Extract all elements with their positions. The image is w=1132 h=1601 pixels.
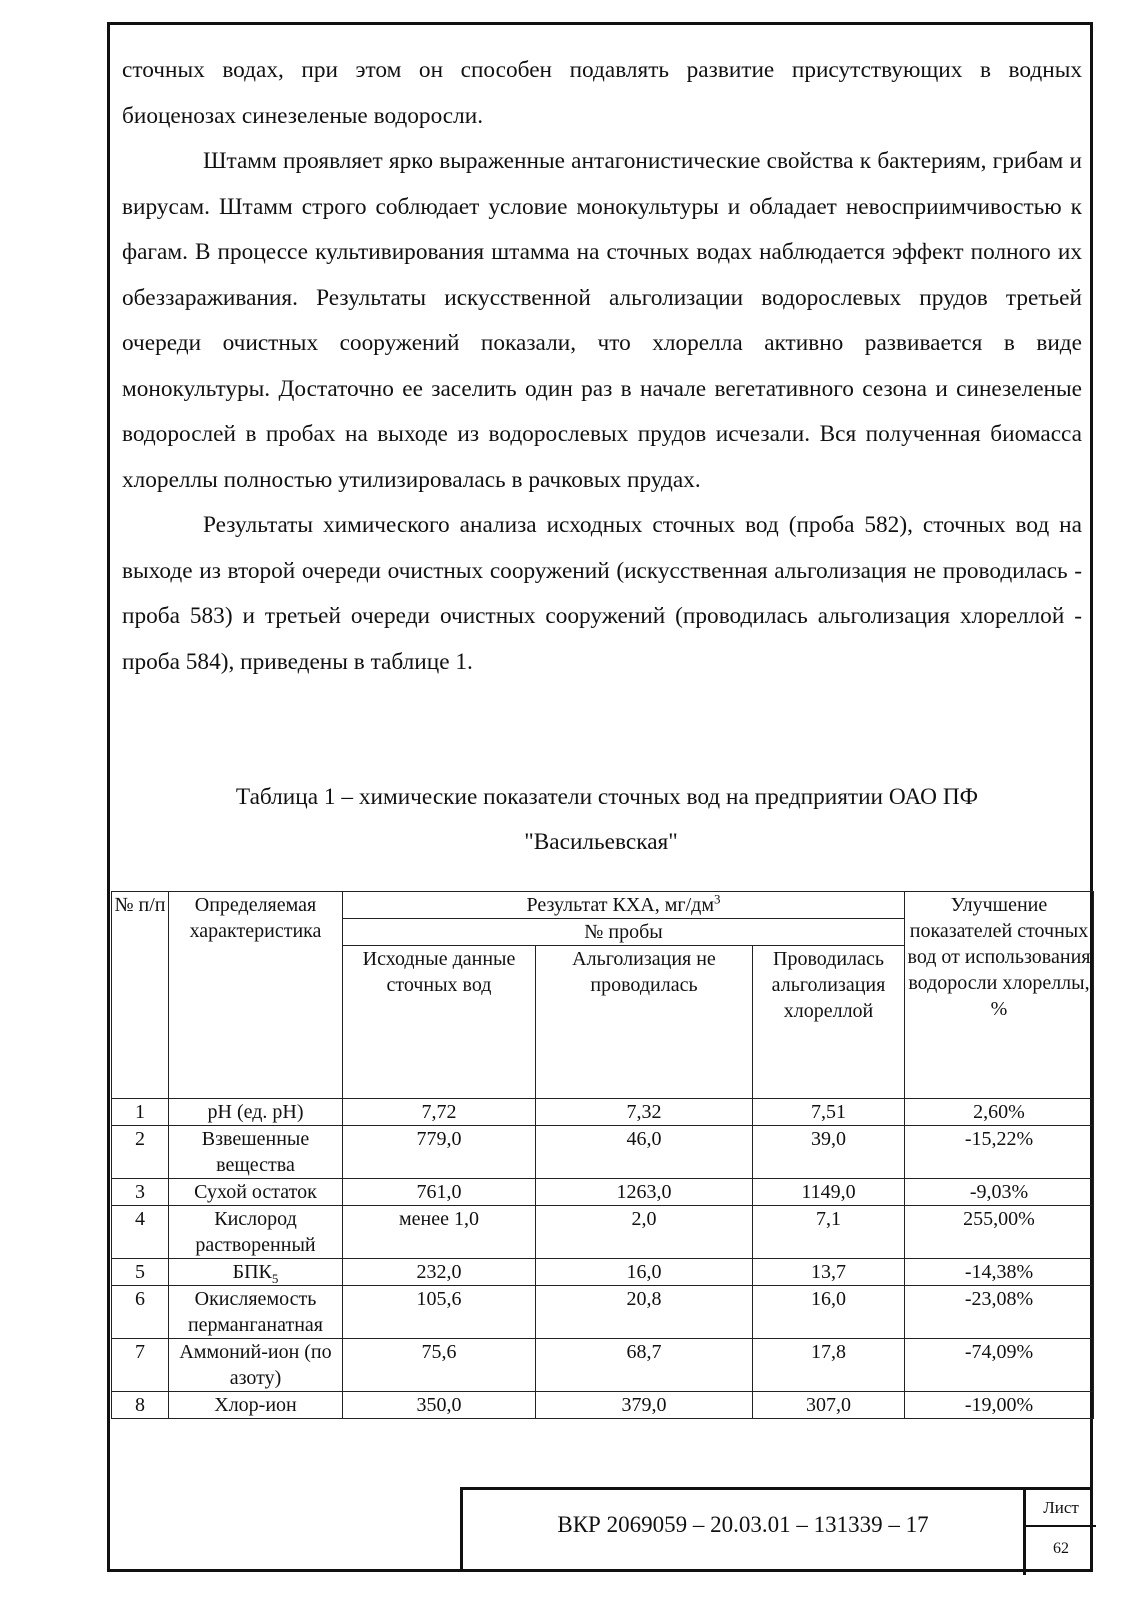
cell-source-value: менее 1,0 [343,1206,536,1259]
header-col-chlorella: Проводилась альголизация хлореллой [753,946,905,1099]
table-row [112,1206,1094,1259]
cell-source-value: 232,0 [343,1259,536,1286]
cell-characteristic: Кислород растворенный [169,1206,343,1259]
table-row [112,1259,1094,1286]
header-improvement: Улучшение показателей сточных вод от использования водоросли хлореллы, % [905,892,1094,1099]
cell-chlorella-value: 7,51 [753,1099,905,1126]
cell-number: 4 [112,1206,169,1259]
cell-source-value: 105,6 [343,1286,536,1339]
paragraph-3: Результаты химического анализа исходных сточных вод (проба 582), сточных вод на выходе из второй очереди очистных сооружений (искусственная альголизация не проводилась - проба 583) и третьей очереди очистных сооружений (проводилась альголизация хлореллой - проба 584), приведены в таблице 1. [122,512,1082,675]
cell-no-algolization-value: 1263,0 [536,1179,753,1206]
header-col-no-algolization: Альголизация не проводилась [536,946,753,1099]
header-characteristic: Определяемая характеристика [169,892,343,1099]
paragraph-2: Штамм проявляет ярко выраженные антагонистические свойства к бактериям, грибам и вирусам. Штамм строго соблюдает условие монокультуры и обладает невосприимчивостью к фагам. В процессе культивирования штамма на сточных водах наблюдается эффект полного их обеззараживания. Результаты искусственной альголизации водорослевых прудов третьей очереди очистных сооружений показали, что хлорелла активно развивается в виде монокультуры. Достаточно ее заселить один раз в начале вегетативного сезона и синезеленые водорослей в пробах на выходе из водорослевых прудов исчезали. Вся полученная биомасса хлореллы полностью утилизировалась в рачковых прудах. [122,148,1082,493]
cell-no-algolization-value: 20,8 [536,1286,753,1339]
cell-chlorella-value: 307,0 [753,1392,905,1419]
caption-line-2: "Васильевская" [524,829,678,855]
body-text [122,48,1082,685]
cell-number: 8 [112,1392,169,1419]
cell-source-value: 779,0 [343,1126,536,1179]
header-result: Результат КХА, $мг/дм^3$ [343,892,905,919]
sheet-number: 62 [1053,1540,1069,1557]
cell-improvement: -19,00% [905,1392,1094,1419]
table-row [112,1392,1094,1419]
cell-characteristic: Сухой остаток [169,1179,343,1206]
table-row [112,1126,1094,1179]
header-num: № п/п [112,892,169,1099]
document-code: ВКР 2069059 – 20.03.01 – 131339 – 17 [557,1512,929,1537]
cell-characteristic: Взвешенные вещества [169,1126,343,1179]
cell-characteristic: Окисляемость перманганатная [169,1286,343,1339]
header-sample: № пробы [343,919,905,946]
cell-no-algolization-value: 46,0 [536,1126,753,1179]
cell-no-algolization-value: 16,0 [536,1259,753,1286]
paragraph-1: сточных водах, при этом он способен подавлять развитие присутствующих в водных биоценозах синезеленые водоросли. [122,57,1082,129]
cell-characteristic: pH (ед. pH) [169,1099,343,1126]
header-col-source: Исходные данные сточных вод [343,946,536,1099]
cell-number: 2 [112,1126,169,1179]
cell-chlorella-value: 39,0 [753,1126,905,1179]
sheet-label: Лист [1043,1498,1079,1517]
cell-source-value: 761,0 [343,1179,536,1206]
table-row [112,1179,1094,1206]
cell-improvement: -9,03% [905,1179,1094,1206]
cell-number: 5 [112,1259,169,1286]
cell-improvement: -23,08% [905,1286,1094,1339]
cell-chlorella-value: 1149,0 [753,1179,905,1206]
cell-chlorella-value: 16,0 [753,1286,905,1339]
table-row [112,1339,1094,1392]
chemical-indicators-table [111,891,1094,1419]
cell-chlorella-value: 13,7 [753,1259,905,1286]
cell-improvement: 2,60% [905,1099,1094,1126]
title-block [460,1487,1093,1572]
cell-improvement: 255,00% [905,1206,1094,1259]
cell-chlorella-value: 7,1 [753,1206,905,1259]
sheet-divider [1026,1525,1096,1527]
cell-source-value: 7,72 [343,1099,536,1126]
caption-line-1: Таблица 1 – химические показатели сточных вод на предприятии ОАО ПФ [235,784,979,810]
cell-number: 7 [112,1339,169,1392]
cell-number: 6 [112,1286,169,1339]
cell-chlorella-value: 17,8 [753,1339,905,1392]
table-caption [122,775,1080,865]
cell-improvement: -15,22% [905,1126,1094,1179]
header-row-1 [112,892,1094,919]
cell-characteristic: $БПК_5$ [169,1259,343,1286]
cell-characteristic: Аммоний-ион (по азоту) [169,1339,343,1392]
cell-no-algolization-value: 379,0 [536,1392,753,1419]
table-row [112,1099,1094,1126]
sheet-box [1023,1490,1096,1575]
cell-source-value: 350,0 [343,1392,536,1419]
cell-number: 1 [112,1099,169,1126]
cell-number: 3 [112,1179,169,1206]
cell-improvement: -74,09% [905,1339,1094,1392]
cell-no-algolization-value: 68,7 [536,1339,753,1392]
table-row [112,1286,1094,1339]
cell-no-algolization-value: 2,0 [536,1206,753,1259]
cell-improvement: -14,38% [905,1259,1094,1286]
cell-source-value: 75,6 [343,1339,536,1392]
cell-characteristic: Хлор-ион [169,1392,343,1419]
cell-no-algolization-value: 7,32 [536,1099,753,1126]
